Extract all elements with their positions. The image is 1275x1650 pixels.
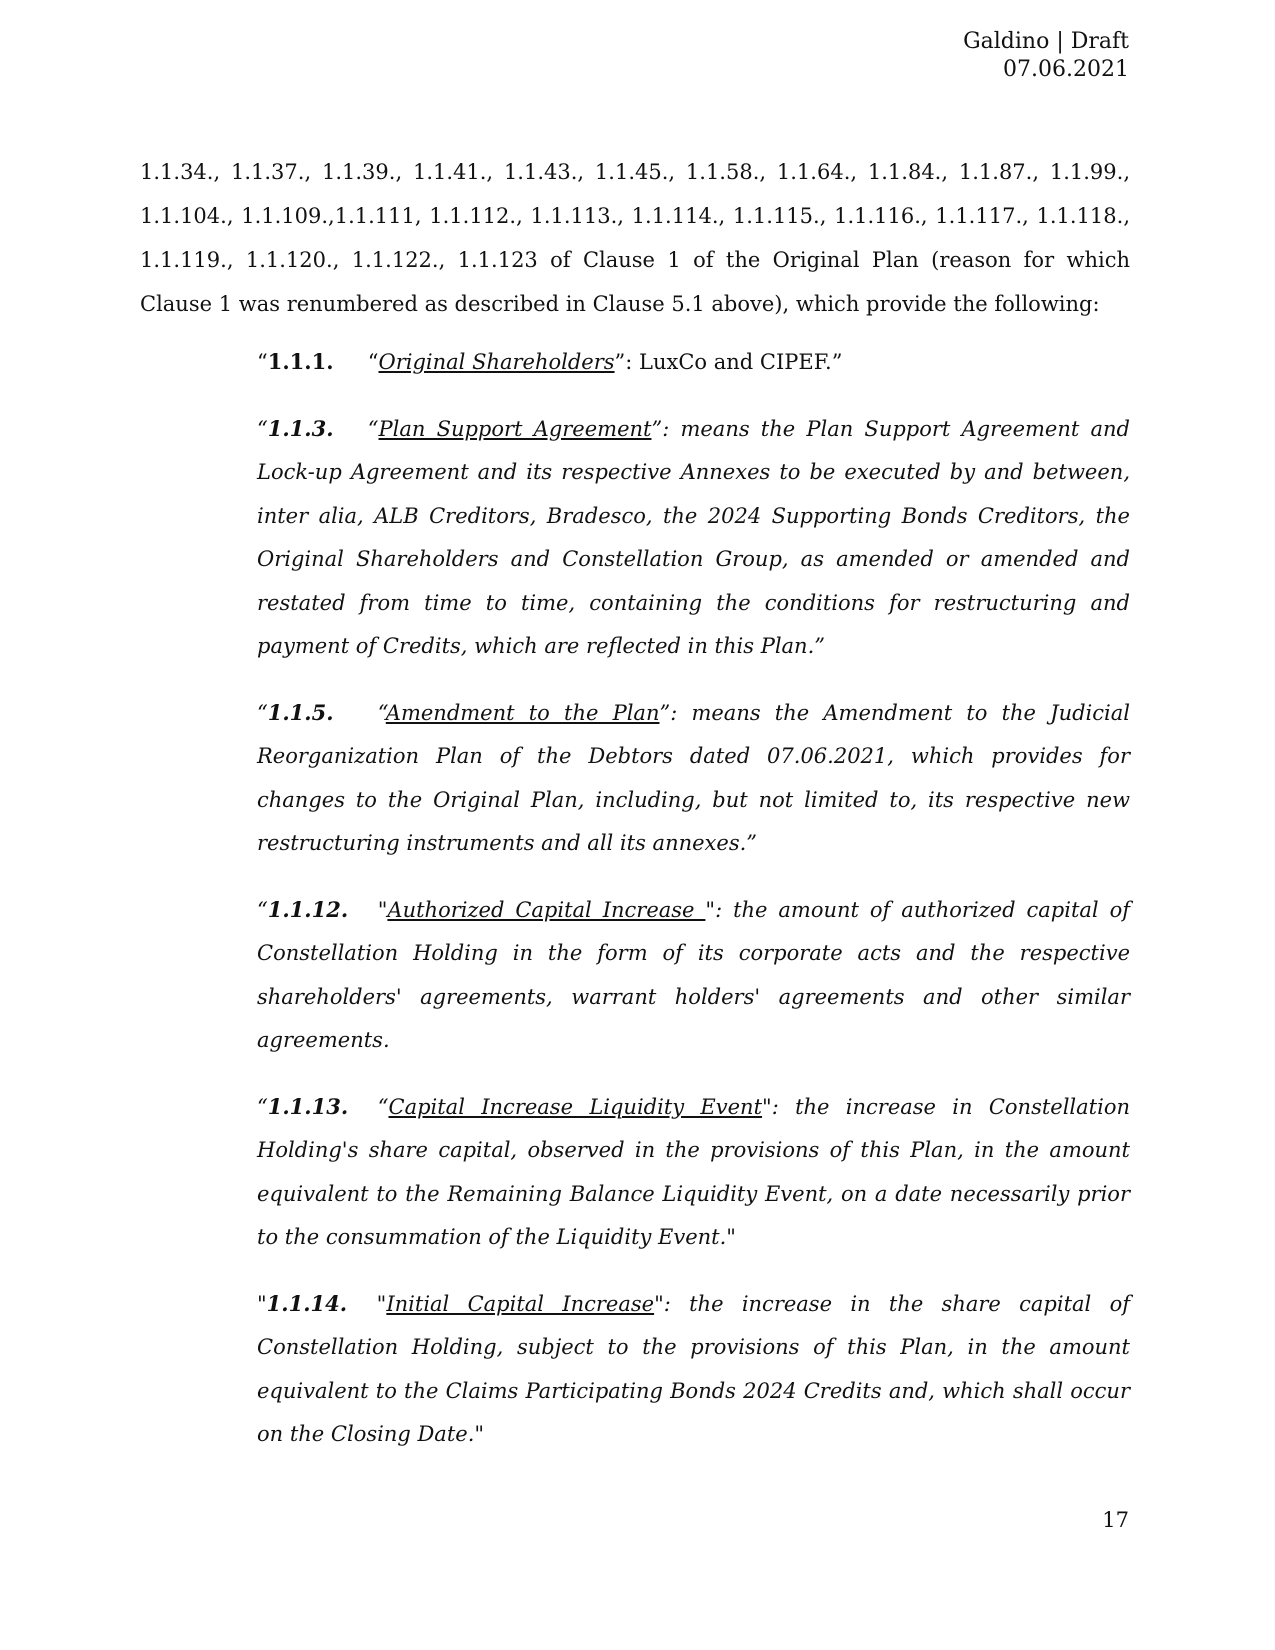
definition-term: Amendment to the Plan bbox=[385, 700, 660, 725]
header-title: Galdino | Draft bbox=[963, 29, 1129, 54]
term-open-quote: " bbox=[376, 1291, 387, 1316]
header-date: 07.06.2021 bbox=[1003, 57, 1129, 82]
definition-text: ": the increase in the share capital of Constellation Holding, subject to the provisions of this Plan, in the amount equivalent to the Claims Participating Bonds 2024 Credits and, which shall occur on the Closing Date." bbox=[257, 1291, 1130, 1446]
document-header bbox=[963, 28, 1129, 84]
definition-term: Authorized Capital Increase bbox=[387, 897, 706, 922]
definition-number: 1.1.13. bbox=[267, 1093, 349, 1119]
definition-initial-capital-increase bbox=[257, 1282, 1130, 1457]
definition-plan-support-agreement bbox=[257, 407, 1130, 669]
definition-term: Plan Support Agreement bbox=[378, 416, 652, 441]
definition-authorized-capital-increase bbox=[257, 888, 1130, 1063]
definition-number: 1.1.3. bbox=[267, 415, 334, 441]
definition-original-shareholders bbox=[257, 340, 1130, 385]
page-number: 17 bbox=[1102, 1508, 1129, 1532]
open-quote: “ bbox=[257, 350, 268, 374]
term-open-quote: “ bbox=[367, 416, 379, 441]
term-open-quote: “ bbox=[367, 350, 379, 374]
open-quote: " bbox=[257, 1291, 267, 1316]
definition-text: ”: LuxCo and CIPEF.” bbox=[614, 350, 843, 374]
definition-number: 1.1.12. bbox=[267, 896, 349, 922]
definition-number: 1.1.14. bbox=[266, 1290, 348, 1316]
term-open-quote: " bbox=[377, 897, 388, 922]
definition-text: ": the amount of authorized capital of Constellation Holding in the form of its corporate acts and the respective shareholders' agreements, warrant holders' agreements and other similar agreements. bbox=[257, 897, 1130, 1052]
term-open-quote: “ bbox=[377, 1094, 389, 1119]
definitions-list bbox=[257, 340, 1130, 1479]
open-quote: “ bbox=[257, 416, 268, 441]
definition-term: Original Shareholders bbox=[378, 350, 615, 374]
definition-amendment-to-the-plan bbox=[257, 691, 1130, 866]
definition-term: Capital Increase Liquidity Event bbox=[388, 1094, 763, 1119]
open-quote: “ bbox=[257, 700, 268, 725]
term-open-quote: “ bbox=[377, 700, 386, 725]
definition-number: 1.1.5. bbox=[267, 699, 334, 725]
definition-capital-increase-liquidity-event bbox=[257, 1085, 1130, 1260]
definition-term: Initial Capital Increase bbox=[386, 1291, 655, 1316]
definition-text: ”: means the Amendment to the Judicial Reorganization Plan of the Debtors dated 07.06.2021, which provides for changes to the Original Plan, including, but not limited to, its respective new restructuring instruments and all its annexes.” bbox=[257, 700, 1130, 855]
open-quote: “ bbox=[257, 1094, 268, 1119]
definition-text: ”: means the Plan Support Agreement and Lock-up Agreement and its respective Annexes to be executed by and between, inter alia, ALB Creditors, Bradesco, the 2024 Supporting Bonds Creditors, the Original Shareholders and Constellation Group, as amended or amended and restated from time to time, containing the conditions for restructuring and payment of Credits, which are reflected in this Plan.” bbox=[257, 416, 1130, 658]
definition-text: ": the increase in Constellation Holding's share capital, observed in the provisions of this Plan, in the amount equivalent to the Remaining Balance Liquidity Event, on a date necessarily prior to the consummation of the Liquidity Event." bbox=[257, 1094, 1130, 1249]
open-quote: “ bbox=[257, 897, 268, 922]
intro-paragraph: 1.1.34., 1.1.37., 1.1.39., 1.1.41., 1.1.43., 1.1.45., 1.1.58., 1.1.64., 1.1.84., 1.1.87., 1.1.99., 1.1.104., 1.1.109.,1.1.111, 1.1.112., 1.1.113., 1.1.114., 1.1.115., 1.1.116., 1.1.117., 1.1.118., 1.1.119., 1.1.120., 1.1.122., 1.1.123 of Clause 1 of the Original Plan (reason for which Clause 1 was renumbered as described in Clause 5.1 above), which provide the following: bbox=[140, 160, 1130, 316]
definition-number: 1.1.1. bbox=[267, 349, 334, 374]
